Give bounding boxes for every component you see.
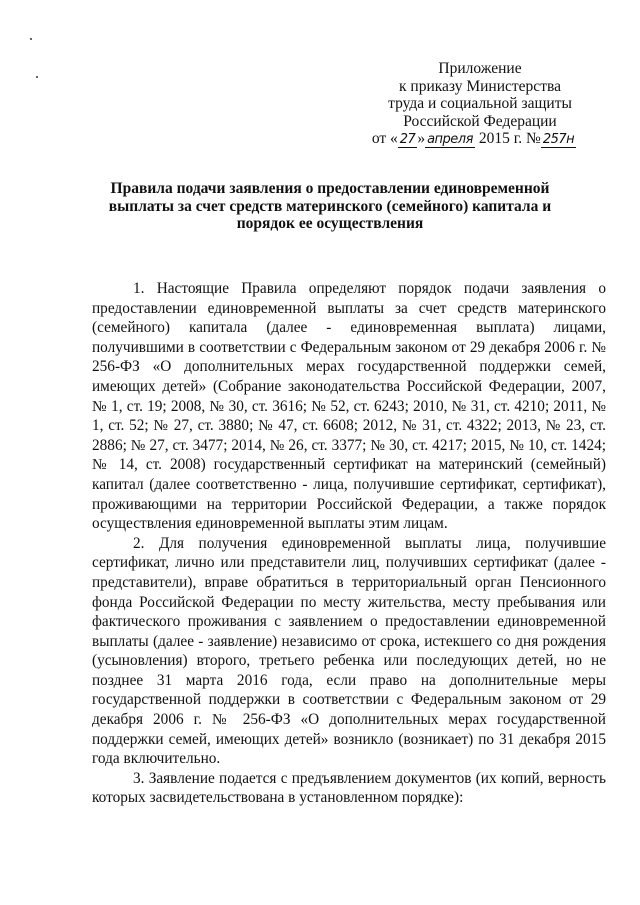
header-line-2: к приказу Министерства xyxy=(399,77,561,95)
paragraph-1: 1. Настоящие Правила определяют порядок подачи заявления о предоставлении единовременной выплаты за счет средств материнского (семейного) капитала (далее - единовременная выплата) лицами, получившими в соответствии с Федеральным законом от 29 декабря 2006 г. № 256-ФЗ «О дополнительных мерах государственной поддержки семей, имеющих детей» (Собрание законодательства Российской Федерации, 2007, № 1, ст. 19; 2008, № 30, ст. 3616; № 52, ст. 6243; 2010, № 31, ст. 4210; 2011, № 1, ст. 52; № 27, ст. 3880; № 47, ст. 6608; 2012, № 31, ст. 4322; 2013, № 23, ст. 2886; № 27, ст. 3477; 2014, № 26, ст. 3377; № 30, ст. 4217; 2015, № 10, ст. 1424; № 14, ст. 2008) государственный сертификат на материнский (семейный) капитал (далее соответственно - лица, получившие сертификат, сертификат), проживающими на территории Российской Федерации, а также порядок осуществления единовременной выплаты этим лицам. xyxy=(92,280,606,533)
header-line-3: труда и социальной защиты xyxy=(388,95,572,112)
scan-speck xyxy=(30,38,32,40)
order-date-line xyxy=(348,130,600,149)
date-year: 2015 г. № xyxy=(474,130,541,147)
document-title: Правила подачи заявления о предоставлении единовременной выплаты за счет средств материнского (семейного) капитала и порядок ее осуществления xyxy=(108,180,552,232)
date-month-handwritten: апреля xyxy=(427,132,473,147)
appendix-header xyxy=(360,60,600,149)
header-line-1: Приложение xyxy=(438,60,522,77)
document-body xyxy=(92,279,606,808)
scan-speck xyxy=(36,76,38,78)
paragraph-2: 2. Для получения единовременной выплаты лица, получившие сертификат, лично или представители лиц, получивших сертификат (далее - представители), вправе обратиться в территориальный орган Пенсионного фонда Российской Федерации по месту жительства, месту пребывания или фактического проживания с заявлением о предоставлении единовременной выплаты (далее - заявление) независимо от срока, истекшего со дня рождения (усыновления) второго, третьего ребенка или последующих детей, но не позднее 31 марта 2016 года, если право на дополнительные меры государственной поддержки в соответствии с Федеральным законом от 29 декабря 2006 г. № 256-ФЗ «О дополнительных мерах государственной поддержки семей, имеющих детей» возникло (возникает) по 31 декабря 2015 года включительно. xyxy=(92,534,606,768)
header-line-4: Российской Федерации xyxy=(403,112,557,130)
date-prefix: от « xyxy=(371,130,398,147)
date-day-handwritten: 27 xyxy=(399,132,416,147)
date-mid: » xyxy=(417,130,426,147)
order-number-handwritten: 257н xyxy=(542,132,575,147)
paragraph-3: 3. Заявление подается с предъявлением документов (их копий, верность которых засвидетельствована в установленном порядке): xyxy=(92,769,606,807)
